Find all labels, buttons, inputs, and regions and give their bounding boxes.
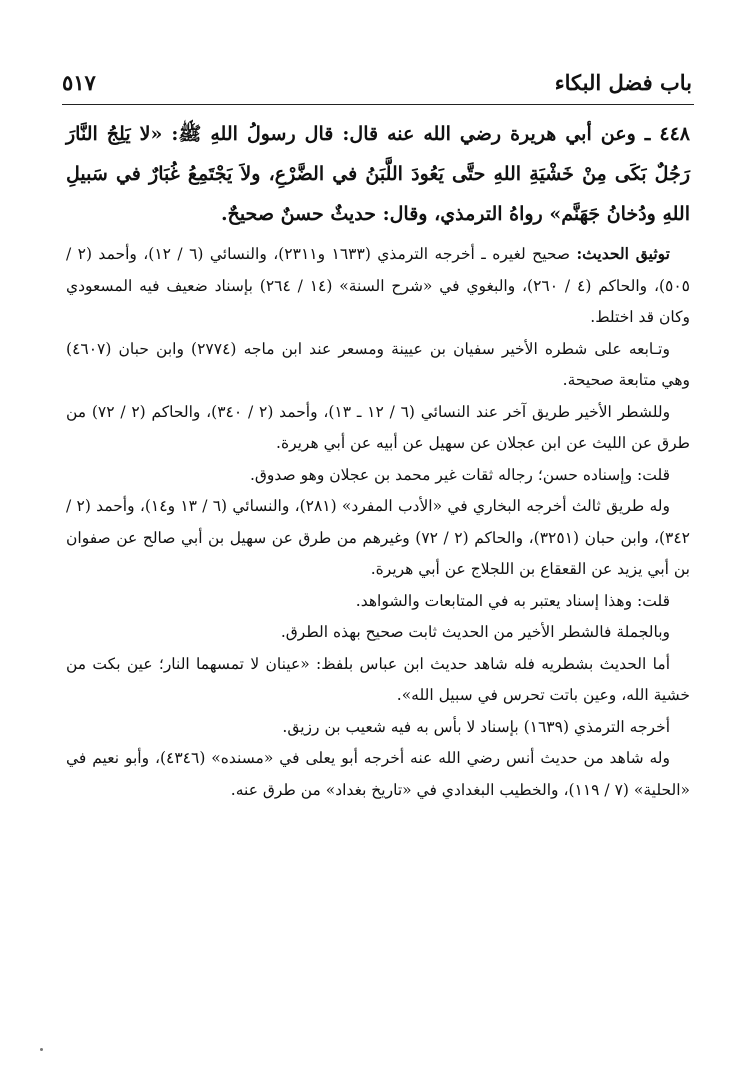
paragraph [66,712,690,744]
hadith-text [66,114,690,234]
chapter-title: باب فضل البكاء [554,70,692,95]
paragraph [66,491,690,586]
paragraph-text: أخرجه الترمذي (١٦٣٩) بإسناد لا بأس به فيه شعيب بن رزيق. [282,717,670,736]
paragraph [66,397,690,460]
paragraph-text: وللشطر الأخير طريق آخر عند النسائي (٦ / ١٢ ـ ١٣)، وأحمد (٢ / ٣٤٠)، والحاكم (٢ / ٧٢) من طرق عن الليث عن ابن عجلان عن سهيل عن أبيه عن أبي هريرة. [66,402,690,452]
page-header [62,70,692,104]
paragraph-text: أما الحديث بشطريه فله شاهد حديث ابن عباس بلفظ: «عينان لا تمسهما النار؛ عين بكت من خشية الله، وعين باتت تحرس في سبيل الله». [66,654,690,704]
hadith-body: ـ وعن أبي هريرة رضي الله عنه قال: قال رسولُ اللهِ ﷺ: «لا يَلِجُ النَّارَ رَجُلٌ بَكَى مِنْ خَشْيَةِ اللهِ حتَّى يَعُودَ اللَّبَنُ في الضَّرْعِ، ولاَ يَجْتَمِعُ غُبَارٌ في سَبيلِ اللهِ ودُخانُ جَهَنَّم» رواهُ الترمذي، وقال: حديثٌ حسنٌ صحيحٌ. [66,123,690,225]
section-lead: توثيق الحديث: [576,244,670,263]
scan-speck [40,1048,43,1051]
paragraph-text: قلت: وإسناده حسن؛ رجاله ثقات غير محمد بن عجلان وهو صدوق. [249,465,670,484]
paragraph [66,460,690,492]
paragraph [66,743,690,806]
paragraph-text: وتـابعه على شطره الأخير سفيان بن عيينة ومسعر عند ابن ماجه (٢٧٧٤) وابن حبان (٤٦٠٧) وهي متابعة صحيحة. [66,339,690,389]
paragraph-text: وله طريق ثالث أخرجه البخاري في «الأدب المفرد» (٢٨١)، والنسائي (٦ / ١٣ و١٤)، وأحمد (٢ / ٣٤٢)، وابن حبان (٣٢٥١)، والحاكم (٢ / ٧٢) وغيرهم من طرق عن سهيل بن أبي صالح عن صفوان بن أبي يزيد عن القعقاع بن اللجلاج عن أبي هريرة. [66,497,691,578]
hadith-number: ٤٤٨ [659,123,690,145]
page-number: ٥١٧ [62,70,96,95]
paragraph-text: وله شاهد من حديث أنس رضي الله عنه أخرجه أبو يعلى في «مسنده» (٤٣٤٦)، وأبو نعيم في «الحلية» (٧ / ١١٩)، والخطيب البغدادي في «تاريخ بغداد» من طرق عنه. [66,749,690,799]
paragraph [66,586,690,618]
paragraph-text: وبالجملة فالشطر الأخير من الحديث ثابت صحيح بهذه الطرق. [280,623,670,641]
page-body [66,114,690,806]
paragraph [66,334,690,397]
header-rule [62,104,694,105]
paragraph [66,649,690,712]
paragraph-text: صحيح لغيره ـ أخرجه الترمذي (١٦٣٣ و٢٣١١)، والنسائي (٦ / ١٢)، وأحمد (٢ / ٥٠٥)، والحاكم (٤ / ٢٦٠)، والبغوي في «شرح السنة» (١٤ / ٢٦٤) بإسناد ضعيف فيه المسعودي وكان قد اختلط. [66,245,690,326]
paragraph-text: قلت: وهذا إسناد يعتبر به في المتابعات والشواهد. [355,591,670,610]
paragraph [66,617,690,649]
paragraph-takhrij [66,238,690,334]
